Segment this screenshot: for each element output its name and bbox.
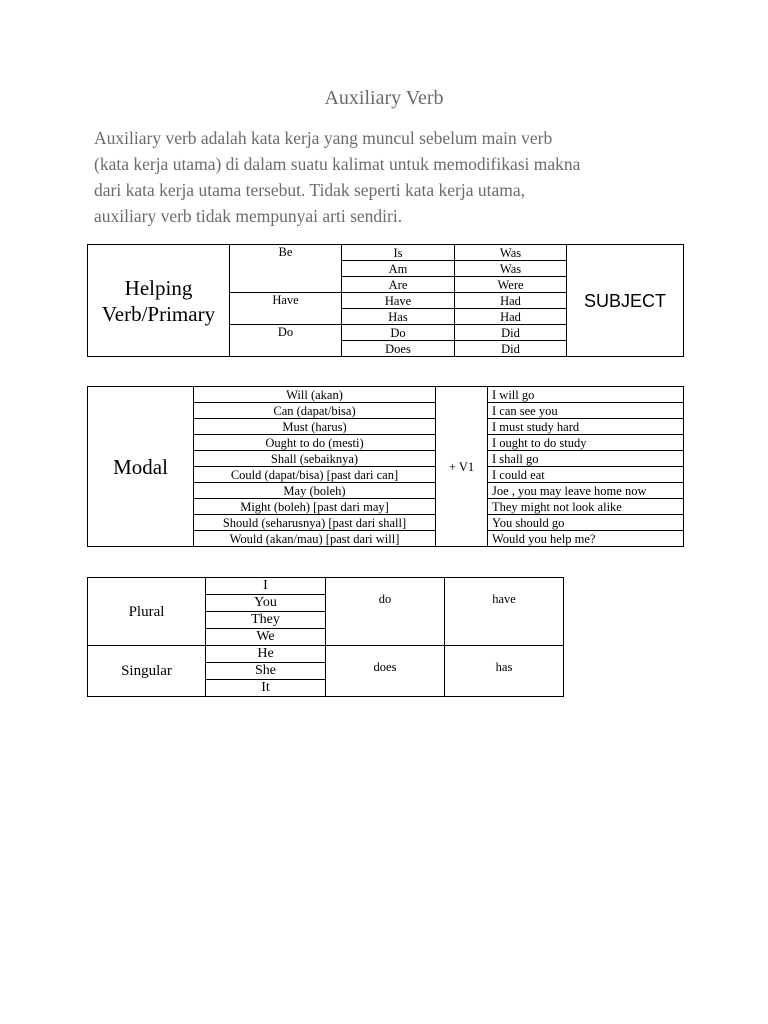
modal-example: Joe , you may leave home now [488,483,684,499]
intro-line: auxiliary verb tidak mempunyai arti sendiri. [94,206,403,226]
plural-do: do [326,578,445,646]
intro-line: Auxiliary verb adalah kata kerja yang muncul sebelum main verb [94,128,553,148]
plus-v1: + V1 [436,387,488,547]
subject-label: SUBJECT [567,245,684,357]
singular-label: Singular [88,646,206,697]
pronoun-cell: It [206,680,326,697]
intro-paragraph [94,125,684,229]
group-do: Do [230,325,342,357]
modal-example: They might not look alike [488,499,684,515]
modal-example: I could eat [488,467,684,483]
modal-table [87,386,684,547]
pronoun-cell: They [206,612,326,629]
present-form: Do [342,325,455,341]
past-form: Were [455,277,567,293]
pronoun-cell: You [206,595,326,612]
pronoun-cell: She [206,663,326,680]
singular-do: does [326,646,445,697]
modal-example: You should go [488,515,684,531]
present-form: Has [342,309,455,325]
modal-example: I shall go [488,451,684,467]
pronoun-table [87,577,564,697]
modal-verb: Must (harus) [194,419,436,435]
past-form: Did [455,341,567,357]
past-form: Was [455,245,567,261]
past-form: Did [455,325,567,341]
helping-verb-table [87,244,684,357]
modal-example: I will go [488,387,684,403]
modal-example: I can see you [488,403,684,419]
plural-have: have [445,578,564,646]
pronoun-cell: We [206,629,326,646]
present-form: Have [342,293,455,309]
group-have: Have [230,293,342,325]
modal-verb: May (boleh) [194,483,436,499]
modal-verb: Would (akan/mau) [past dari will] [194,531,436,547]
present-form: Does [342,341,455,357]
present-form: Am [342,261,455,277]
group-be: Be [230,245,342,293]
modal-example: Would you help me? [488,531,684,547]
page-title: Auxiliary Verb [324,87,444,109]
modal-verb: Might (boleh) [past dari may] [194,499,436,515]
present-form: Is [342,245,455,261]
present-form: Are [342,277,455,293]
modal-verb: Could (dapat/bisa) [past dari can] [194,467,436,483]
intro-line: (kata kerja utama) di dalam suatu kalimat untuk memodifikasi makna [94,154,581,174]
modal-verb: Will (akan) [194,387,436,403]
singular-have: has [445,646,564,697]
pronoun-cell: He [206,646,326,663]
past-form: Had [455,309,567,325]
intro-line: dari kata kerja utama tersebut. Tidak seperti kata kerja utama, [94,180,526,200]
plural-label: Plural [88,578,206,646]
modal-verb: Shall (sebaiknya) [194,451,436,467]
helping-verb-label: Helping Verb/Primary [88,245,230,357]
modal-label: Modal [88,387,194,547]
modal-verb: Can (dapat/bisa) [194,403,436,419]
modal-example: I ought to do study [488,435,684,451]
pronoun-cell: I [206,578,326,595]
past-form: Had [455,293,567,309]
modal-verb: Should (seharusnya) [past dari shall] [194,515,436,531]
past-form: Was [455,261,567,277]
modal-example: I must study hard [488,419,684,435]
modal-verb: Ought to do (mesti) [194,435,436,451]
